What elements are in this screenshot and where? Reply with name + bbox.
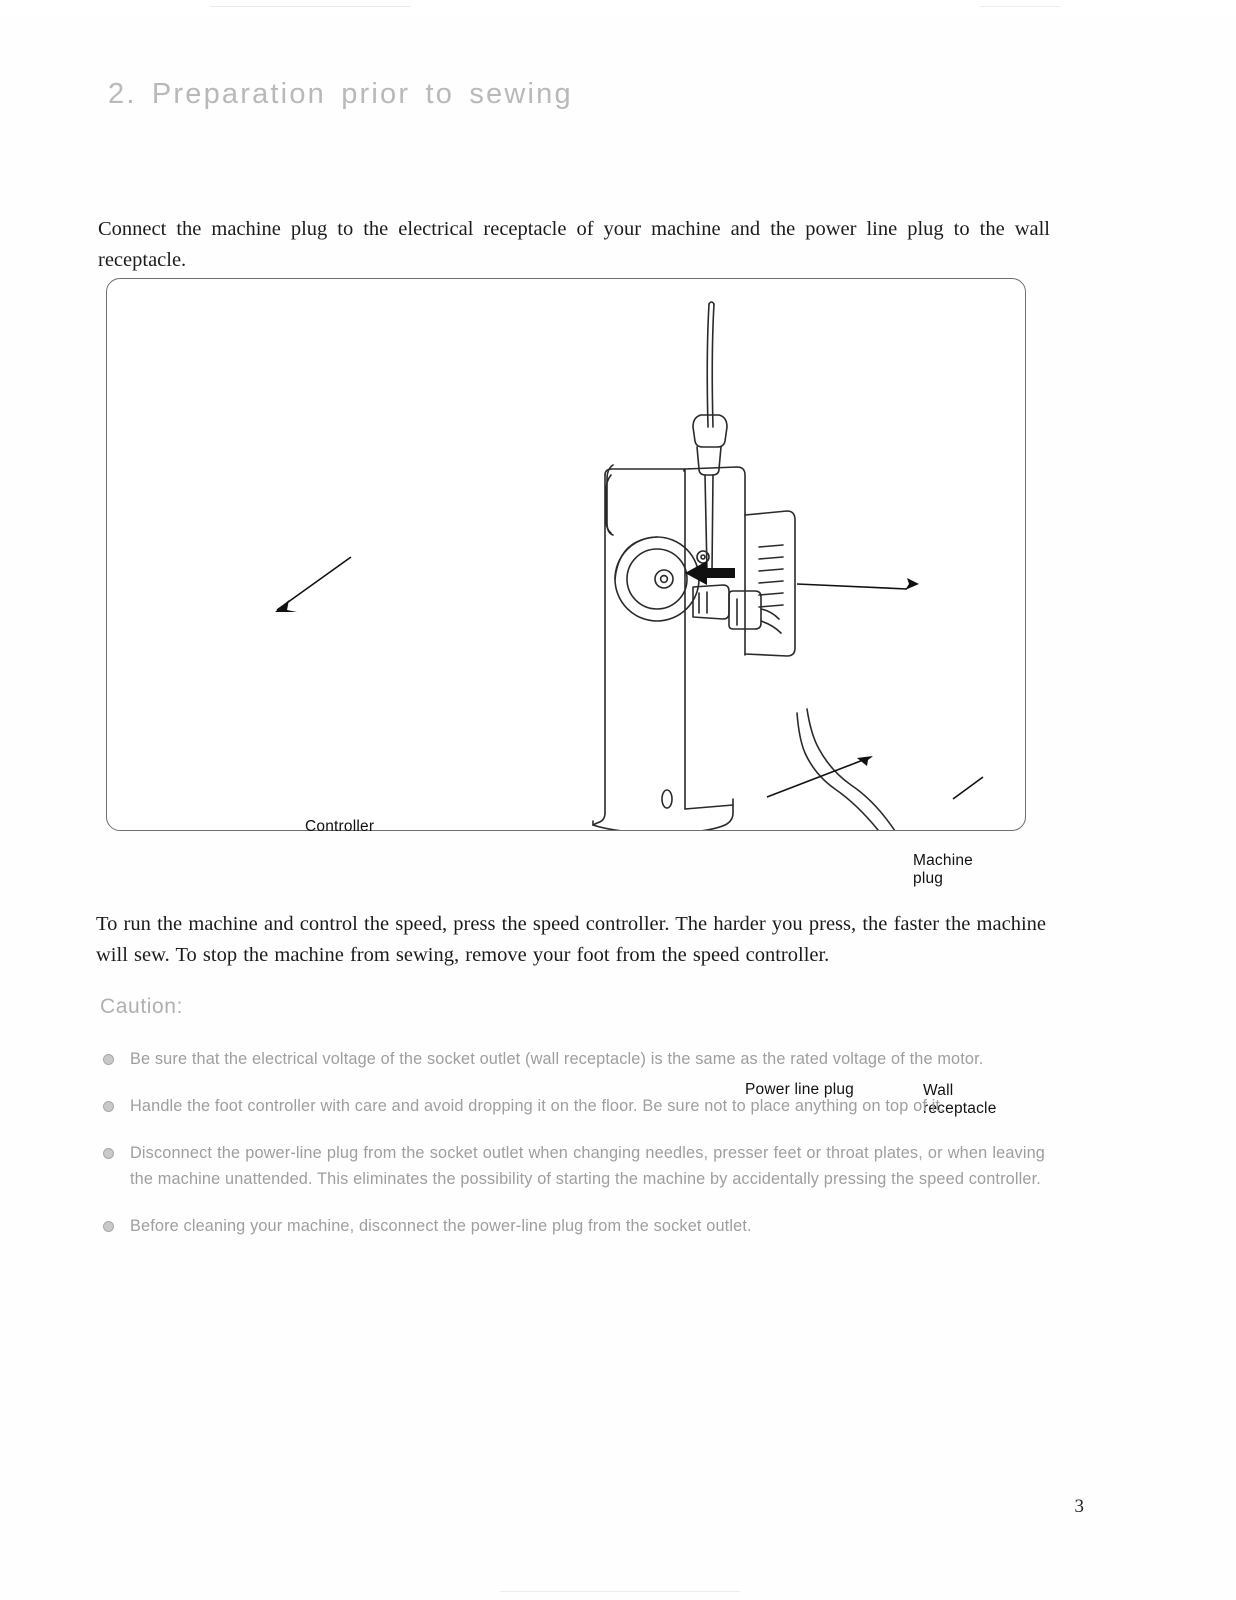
caution-list	[100, 1046, 1045, 1260]
figure-label-power-line-plug: Power line plug	[745, 1081, 854, 1098]
body-paragraph: To run the machine and control the speed, press the speed controller. The harder you press, the faster the machine will sew. To stop the machine from sewing, remove your foot from the speed controller.	[96, 912, 1046, 966]
caution-heading: Caution:	[100, 995, 184, 1018]
page-title: 2. Preparation prior to sewing	[108, 78, 573, 110]
caution-text: Disconnect the power-line plug from the socket outlet when changing needles, presser feet or throat plates, or when leaving the machine unattended. This eliminates the possibility of starting the machine by accidentally pressing the speed controller.	[130, 1144, 1045, 1188]
bullet-icon	[103, 1148, 114, 1159]
intro-paragraph: Connect the machine plug to the electrical receptacle of your machine and the power line plug to the wall receptacle.	[98, 217, 1050, 271]
list-item	[100, 1140, 1045, 1192]
list-item	[100, 1213, 1045, 1239]
sewing-machine-illustration	[107, 279, 1025, 830]
page-number: 3	[1074, 1496, 1084, 1517]
list-item	[100, 1093, 1045, 1119]
caution-text: Before cleaning your machine, disconnect the power-line plug from the socket outlet.	[130, 1217, 752, 1235]
figure-label-wall-receptacle: Wall receptacle	[923, 1082, 997, 1117]
caution-text: Be sure that the electrical voltage of the socket outlet (wall receptacle) is the same as the rated voltage of the motor.	[130, 1050, 984, 1068]
bullet-icon	[103, 1054, 114, 1065]
bullet-icon	[103, 1221, 114, 1232]
figure-label-machine-plug: Machine plug	[913, 852, 973, 887]
scan-edge-bottom	[500, 1591, 740, 1592]
list-item	[100, 1046, 1045, 1072]
scan-edge-top	[0, 0, 1236, 14]
bullet-icon	[103, 1101, 114, 1112]
figure-label-controller: Controller	[305, 818, 375, 835]
caution-text: Handle the foot controller with care and avoid dropping it on the floor. Be sure not to place anything on top of it.	[130, 1097, 945, 1115]
